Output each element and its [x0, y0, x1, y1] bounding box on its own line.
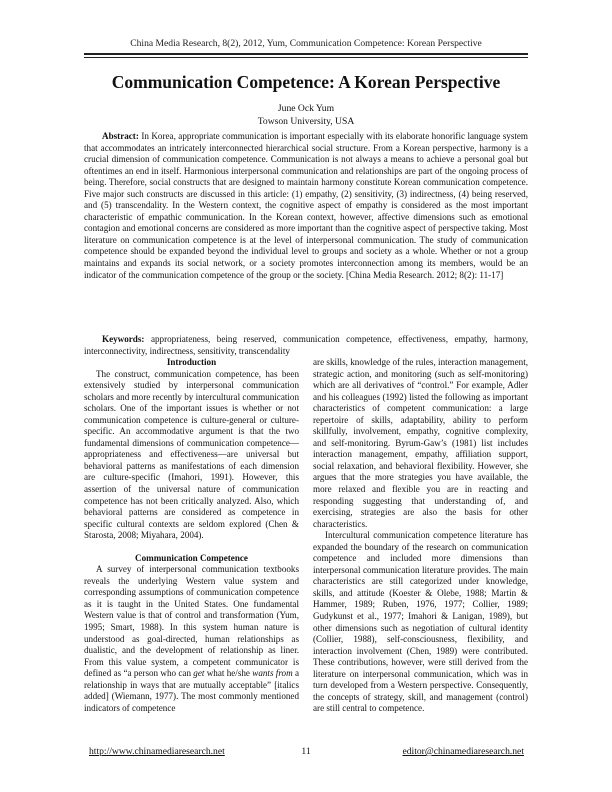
- page-number: 11: [301, 746, 311, 757]
- competence-paragraph-continued: are skills, knowledge of the rules, interaction management, strategic action, and monitoring (such as self-monitoring) which are all derivatives of “control.” For example, Adler and his colleagues (1992) listed the following as important characteristics of competent communication: a large repertoire of skills, adaptability, ability to perform skillfully, involvement, empathy, cognitive complexity, and self-monitoring. Byrum-Gaw’s (1981) list includes interaction management, empathy, affiliation support, social relaxation, and behavioral flexibility. However, she argues that the more strategies you have available, the more relaxed and flexible you are in reacting and responding suggesting that understanding of, and exercising, strategies are also the basis for other characteristics.: [313, 357, 528, 529]
- footer-email-link[interactable]: editor@chinamediaresearch.net: [402, 746, 524, 757]
- introduction-paragraph: The construct, communication competence, has been extensively studied by interpersonal communication scholars and more recently by intercultural communication scholars. One of the important issues is whether or not communication competence is culture-general or culture-specific. An accommodative argument is that the two fundamental dimensions of communication competence—appropriateness and effectiveness—are universal but behavioral patterns as manifestations of each dimension are culture-specific (Imahori, 1991). However, this assertion of the universal nature of communication competence has not been critically analyzed. Also, which behavioral patterns are considered as competence in specific cultural contexts are seldom explored (Chen & Starosta, 2008; Miyahara, 2004).: [84, 368, 299, 541]
- keywords-text: appropriateness, being reserved, communication competence, effectiveness, empathy, harmony, interconnectivity, indirectness, sensitivity, transcendality: [84, 334, 528, 356]
- footer-website-link[interactable]: http://www.chinamediaresearch.net: [89, 746, 225, 757]
- abstract-text: In Korea, appropriate communication is important especially with its elaborate honorific language system that accommodates an intricately interconnected hierarchical social structure. From a Korean perspective, harmony is a crucial dimension of communication competence. Communication is not always a means to achieve a personal goal but oftentimes an end in itself. Harmonious interpersonal communication and relationships are part of the ongoing process of being. Therefore, social constructs that are designed to maintain harmony constitute Korean communication competence. Five major such constructs are discussed in this article: (1) empathy, (2) sensitivity, (3) indirectness, (4) being reserved, and (5) transcendality. In the Western context, the cognitive aspect of empathy is considered as the most important characteristic of empathic communication. In the Korean context, however, affective dimensions such as emotional contagion and emotional concerns are considered as more important than the cognitive aspect of perspective taking. Most literature on communication competence is at the level of interpersonal communication. The study of communication competence should be expanded beyond the individual level to groups and society as a whole. Whether or not a group maintains and expands its social network, or a society promotes interconnection among its members, would be an indicator of the communication competence of the group or the society. [China Media Research. 2012; 8(2): 11-17]: [84, 131, 528, 280]
- header-rule-thin: [84, 57, 528, 58]
- page-footer: [84, 746, 528, 760]
- section-heading-introduction: Introduction: [166, 357, 217, 367]
- keywords-label: Keywords:: [102, 334, 145, 344]
- body-column-right: [313, 357, 528, 715]
- author-affiliation: Towson University, USA: [257, 116, 355, 127]
- section-heading-communication-competence: Communication Competence: [135, 552, 248, 563]
- keywords: [84, 334, 528, 357]
- abstract-label: Abstract:: [102, 131, 139, 141]
- competence-emphasis-get: get: [193, 668, 205, 679]
- competence-emphasis-wants-from: wants from: [252, 668, 293, 679]
- body-column-left: [84, 357, 299, 714]
- intercultural-paragraph: Intercultural communication competence literature has expanded the boundary of the research on communication competence and included more dimensions than interpersonal communication literature provides. The main characteristics are still categorized under knowledge, skills, and attitude (Koester & Olebe, 1988; Martin & Hammer, 1989; Ruben, 1976, 1977; Collier, 1989; Gudykunst et al., 1977; Imahori & Lanigan, 1989), but other dimensions such as negotiation of cultural identity (Collier, 1988), self-consciousness, flexibility, and interaction involvement (Chen, 1989) were contributed. These contributions, however, were still derived from the literature on interpersonal communication, which was in turn developed from a Western perspective. Consequently, the concepts of strategy, skill, and management (control) are still central to competence.: [313, 530, 528, 714]
- header-rule-thick: [84, 53, 528, 55]
- competence-text-part-3: a relationship in ways that are mutually acceptable” [italics added] (Wiemann, 1977). The most commonly mentioned indicators of competence: [84, 668, 300, 713]
- author-name: June Ock Yum: [277, 103, 335, 114]
- paper-title: Communication Competence: A Korean Perspective: [111, 72, 501, 92]
- abstract: [84, 131, 528, 281]
- competence-text-part-1: A survey of interpersonal communication textbooks reveals the underlying Western value system and corresponding assumptions of communication competence as it is taught in the United States. One fundamental Western value is that of control and transformation (Yum, 1995; Smart, 1988). In this system human nature is understood as goal-directed, human relationships as dualistic, and the development of relationship as liner. From this value system, a competent communicator is defined as “a person who can: [84, 564, 299, 679]
- running-header: China Media Research, 8(2), 2012, Yum, Communication Competence: Korean Perspective: [130, 38, 482, 49]
- section-gap: [84, 542, 299, 553]
- competence-paragraph: [84, 564, 299, 714]
- competence-text-part-2: what he/she: [204, 668, 253, 679]
